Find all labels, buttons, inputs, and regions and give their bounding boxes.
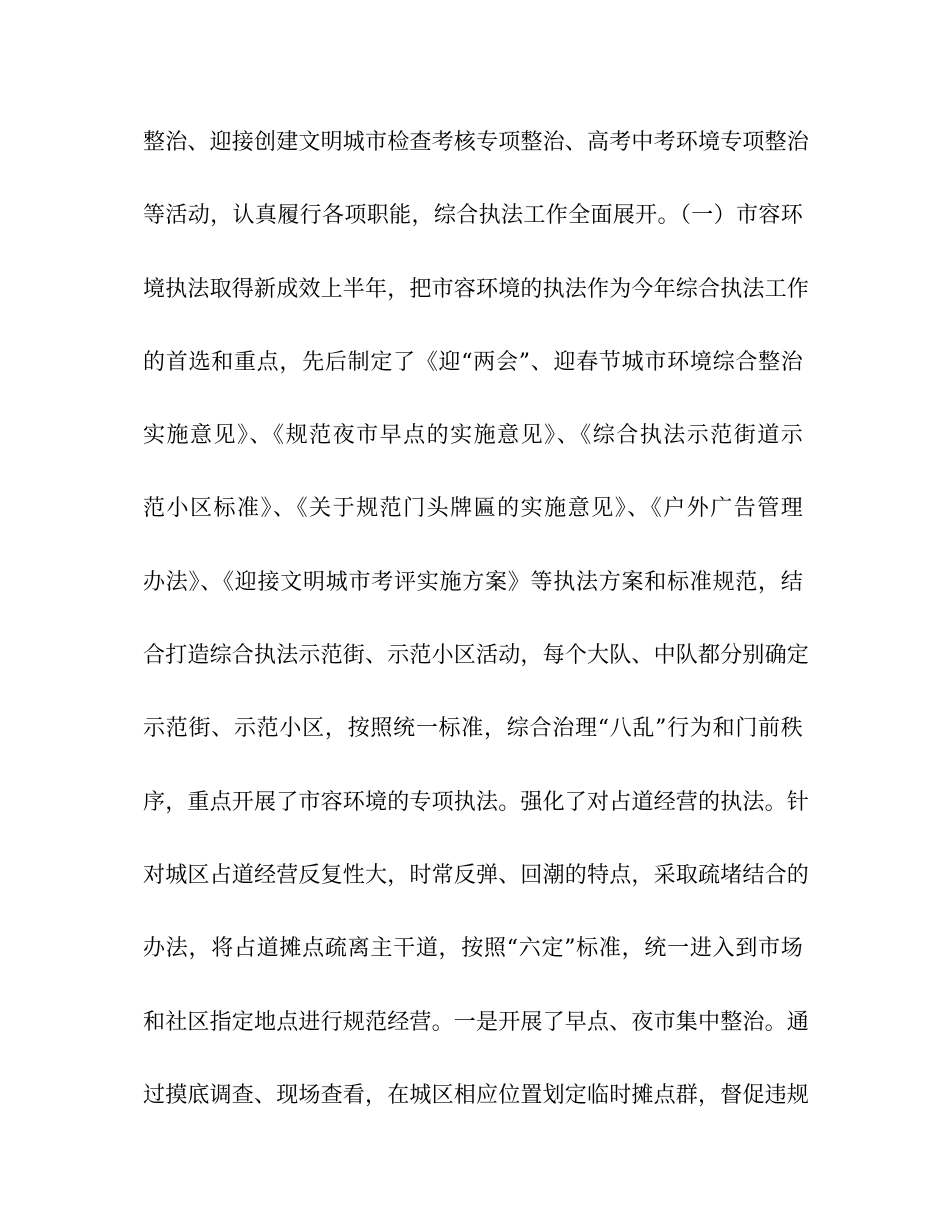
- text-line-5: 实施意见》、《规范夜市早点的实施意见》、《综合执法示范街道示: [143, 423, 803, 449]
- text-line-9: 示范街、示范小区，按照统一标准，综合治理“八乱”行为和门前秩: [143, 716, 803, 742]
- text-line-10: 序，重点开展了市容环境的专项执法。强化了对占道经营的执法。针: [143, 789, 810, 815]
- text-line-8: 合打造综合执法示范街、示范小区活动，每个大队、中队都分别确定: [143, 643, 810, 669]
- text-line-3: 境执法取得新成效上半年，把市容环境的执法作为今年综合执法工作: [143, 276, 810, 302]
- text-line-4: 的首选和重点，先后制定了《迎“两会”、迎春节城市环境综合整治: [143, 349, 803, 375]
- text-line-11: 对城区占道经营反复性大，时常反弹、回潮的特点，采取疏堵结合的: [143, 862, 810, 888]
- text-line-7: 办法》、《迎接文明城市考评实施方案》等执法方案和标准规范，结: [143, 569, 803, 595]
- text-line-1: 整治、迎接创建文明城市检查考核专项整治、高考中考环境专项整治: [143, 130, 810, 155]
- text-line-2: 等活动，认真履行各项职能，综合执法工作全面展开。（一）市容环: [143, 203, 803, 229]
- text-line-12: 办法，将占道摊点疏离主干道，按照“六定”标准，统一进入到市场: [143, 936, 803, 962]
- document-body: [143, 120, 810, 1146]
- text-line-6: 范小区标准》、《关于规范门头牌匾的实施意见》、《户外广告管理: [143, 496, 803, 522]
- text-line-14: 过摸底调查、现场查看，在城区相应位置划定临时摊点群，督促违规: [143, 1082, 810, 1108]
- text-line-13: 和社区指定地点进行规范经营。一是开展了早点、夜市集中整治。通: [143, 1009, 810, 1035]
